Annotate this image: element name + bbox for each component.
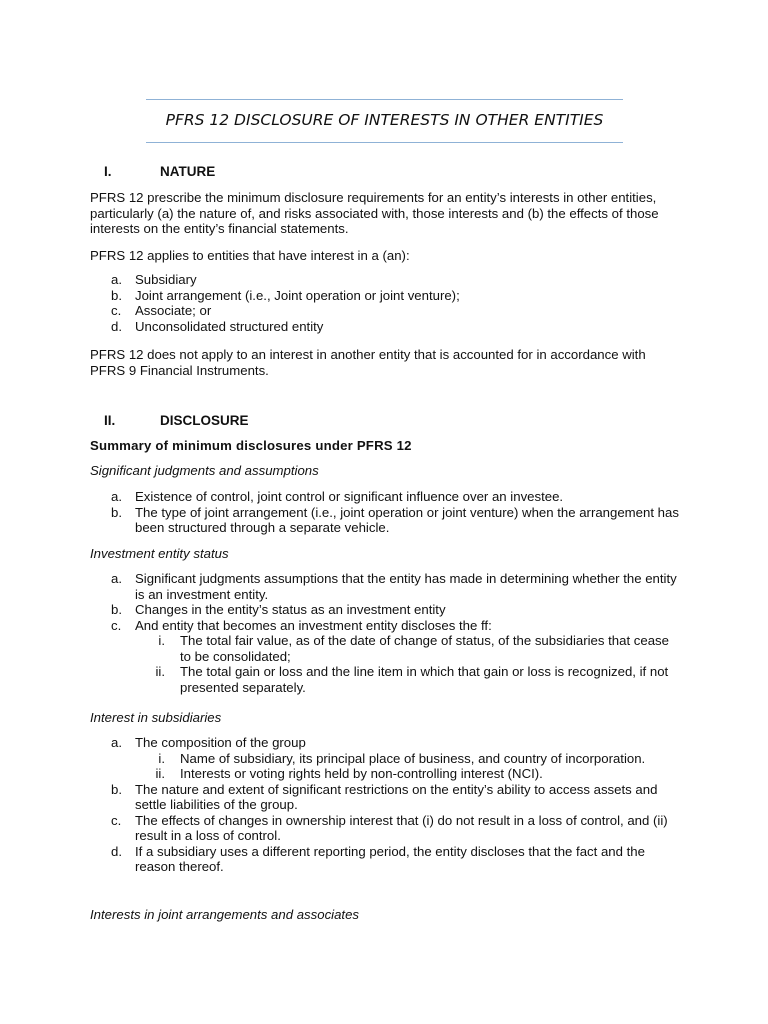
section-1-title: NATURE <box>160 164 216 179</box>
list-item <box>90 272 680 288</box>
document-title: PFRS 12 DISCLOSURE OF INTERESTS IN OTHER ENTITIES <box>165 111 604 129</box>
sublist-item <box>90 664 680 695</box>
section-1-paragraph-1: PFRS 12 prescribe the minimum disclosure requirements for an entity’s interests in other entities, particularly (a) the nature of, and risks associated with, those interests and (b) the effects of those interests on the entity’s financial statements. <box>90 190 659 236</box>
list-item <box>90 319 680 335</box>
list-item-text: Changes in the entity’s status as an investment entity <box>135 602 446 617</box>
section-2-heading <box>90 413 680 429</box>
list-marker: b. <box>111 602 122 617</box>
list-marker: b. <box>111 504 122 520</box>
list-item-text: Joint arrangement (i.e., Joint operation or joint venture); <box>135 287 460 303</box>
list-item-text: Existence of control, joint control or significant influence over an investee. <box>135 489 564 504</box>
subsidiaries-sublist <box>135 751 680 782</box>
sublist-item <box>90 633 680 664</box>
investment-entity-title: Investment entity status <box>90 546 229 561</box>
title-rule-top <box>146 99 623 100</box>
list-marker: a. <box>111 272 122 287</box>
section-1-paragraph-2: PFRS 12 applies to entities that have interest in a (an): <box>90 248 410 263</box>
investment-entity-list <box>90 571 680 695</box>
summary-subtitle: Summary of minimum disclosures under PFRS 12 <box>90 438 412 453</box>
list-item <box>90 288 680 304</box>
list-item-text: If a subsidiary uses a different reporting period, the entity discloses that the fact and the reason thereof. <box>135 843 645 874</box>
sublist-item <box>90 751 680 767</box>
list-item-text: Associate; or <box>135 303 212 318</box>
sublist-marker: i. <box>158 750 165 766</box>
sublist-marker: i. <box>158 633 165 648</box>
list-marker: c. <box>111 303 122 318</box>
significant-judgments-list <box>90 489 680 536</box>
list-item-text: Significant judgments assumptions that the entity has made in determining whether the entity is an investment entity. <box>135 571 677 602</box>
list-item-text: The composition of the group <box>135 735 306 750</box>
list-item <box>90 571 680 602</box>
list-marker: a. <box>111 735 122 750</box>
list-item <box>90 489 680 505</box>
list-marker: c. <box>111 617 122 633</box>
list-item-text: And entity that becomes an investment entity discloses the ff: <box>135 617 492 633</box>
list-marker: a. <box>111 489 122 504</box>
sublist-marker: ii. <box>155 664 165 679</box>
list-item <box>90 782 680 813</box>
sublist-item <box>90 766 680 782</box>
investment-entity-sublist <box>135 633 680 695</box>
significant-judgments-title: Significant judgments and assumptions <box>90 463 319 478</box>
interest-in-subsidiaries-title: Interest in subsidiaries <box>90 710 222 725</box>
list-marker: a. <box>111 571 122 586</box>
list-item <box>90 602 680 618</box>
sublist-item-text: The total gain or loss and the line item in which that gain or loss is recognized, if not presented separately. <box>180 664 669 695</box>
list-item-text: Unconsolidated structured entity <box>135 318 324 334</box>
list-marker: c. <box>111 812 122 828</box>
list-item <box>90 735 680 782</box>
list-item-text: Subsidiary <box>135 272 197 287</box>
section-1-number: I. <box>104 164 112 179</box>
list-item <box>90 303 680 319</box>
list-marker: b. <box>111 781 122 797</box>
sublist-item-text: The total fair value, as of the date of change of status, of the subsidiaries that cease to be consolidated; <box>180 633 669 664</box>
list-item <box>90 618 680 696</box>
entity-types-list <box>90 272 680 334</box>
list-item-text: The effects of changes in ownership interest that (i) do not result in a loss of control, and (ii) result in a loss of control. <box>135 812 668 843</box>
section-1-heading <box>90 164 680 180</box>
sublist-marker: ii. <box>155 766 165 781</box>
list-marker: d. <box>111 318 122 334</box>
list-marker: d. <box>111 843 122 859</box>
section-2-title: DISCLOSURE <box>160 413 249 428</box>
list-item <box>90 844 680 875</box>
list-item <box>90 505 680 536</box>
list-item <box>90 813 680 844</box>
list-item-text: The type of joint arrangement (i.e., joint operation or joint venture) when the arrangement has been structured through a separate vehicle. <box>135 504 679 535</box>
joint-arrangements-title: Interests in joint arrangements and associates <box>90 907 360 922</box>
list-item-text: The nature and extent of significant restrictions on the entity’s ability to access assets and settle liabilities of the group. <box>135 781 658 812</box>
sublist-item-text: Interests or voting rights held by non-controlling interest (NCI). <box>180 766 543 781</box>
title-rule-bottom <box>146 142 623 143</box>
section-2-number: II. <box>104 413 116 428</box>
interest-in-subsidiaries-list <box>90 735 680 875</box>
section-1-paragraph-3: PFRS 12 does not apply to an interest in another entity that is accounted for in accordance with PFRS 9 Financial Instruments. <box>90 347 646 378</box>
list-marker: b. <box>111 287 122 303</box>
sublist-item-text: Name of subsidiary, its principal place of business, and country of incorporation. <box>180 750 646 766</box>
